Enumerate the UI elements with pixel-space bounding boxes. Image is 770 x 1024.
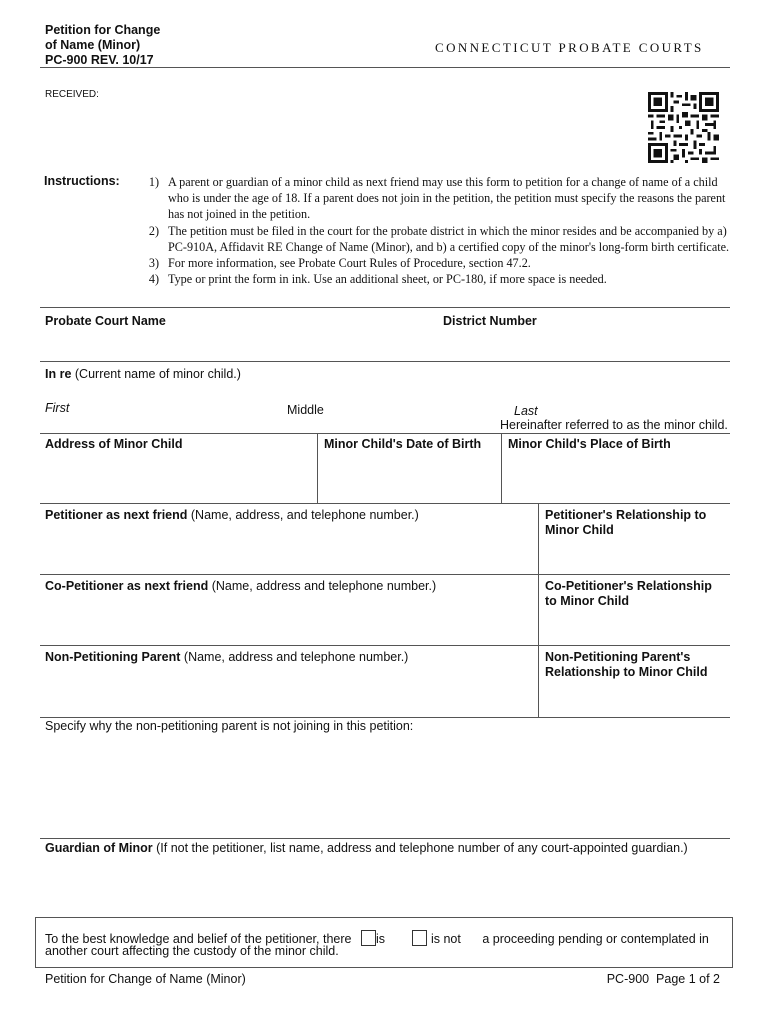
guardian-field[interactable] bbox=[40, 859, 730, 909]
district-number-field[interactable] bbox=[440, 332, 730, 360]
column-divider bbox=[501, 433, 502, 503]
divider bbox=[40, 838, 730, 839]
first-name-label: First bbox=[45, 401, 70, 415]
address-of-minor-field[interactable] bbox=[40, 455, 315, 501]
non-petitioning-relationship-field[interactable] bbox=[540, 682, 730, 716]
divider bbox=[40, 717, 730, 718]
footer-form-title: Petition for Change of Name (Minor) bbox=[45, 972, 246, 986]
received-label: RECEIVED: bbox=[45, 89, 99, 100]
instruction-item: 1) A parent or guardian of a minor child as next friend may use this form to petition for a change of name of a child who is under the age of 18. If a parent does not join in the petition, the petition must specify the reasons the parent has not joined in the petition. bbox=[148, 175, 726, 222]
column-divider bbox=[317, 433, 318, 503]
divider bbox=[40, 307, 730, 308]
divider bbox=[40, 433, 730, 434]
form-title bbox=[45, 23, 160, 68]
minor-dob-label: Minor Child's Date of Birth bbox=[324, 437, 482, 451]
co-petitioner-label: Co-Petitioner as next friend (Name, address and telephone number.) bbox=[45, 579, 437, 593]
middle-name-label: Middle bbox=[287, 403, 324, 417]
minor-dob-field[interactable] bbox=[319, 455, 499, 501]
district-number-label: District Number bbox=[443, 314, 537, 328]
petitioner-relationship-field[interactable] bbox=[540, 540, 730, 572]
form-title-line-1: Petition for Change bbox=[45, 23, 161, 37]
agency-name: CONNECTICUT PROBATE COURTS bbox=[435, 40, 704, 55]
custody-proceeding-line-2: another court affecting the custody of the minor child. bbox=[45, 944, 339, 958]
specify-reason-label: Specify why the non-petitioning parent is not joining in this petition: bbox=[45, 719, 414, 733]
non-petitioning-parent-field[interactable] bbox=[40, 668, 535, 716]
guardian-label: Guardian of Minor (If not the petitioner, list name, address and telephone number of any court-appointed guardian.) bbox=[45, 841, 688, 855]
divider bbox=[40, 361, 730, 362]
hereinafter-note: Hereinafter referred to as the minor child. bbox=[500, 418, 728, 432]
minor-pob-label: Minor Child's Place of Birth bbox=[508, 437, 671, 451]
probate-court-name-field[interactable] bbox=[40, 332, 430, 360]
co-petitioner-relationship-field[interactable] bbox=[540, 611, 730, 643]
instructions-label: Instructions: bbox=[44, 174, 120, 188]
instruction-item: 4) Type or print the form in ink. Use an additional sheet, or PC-180, if more space is needed. bbox=[148, 272, 607, 287]
co-petitioner-field[interactable] bbox=[40, 597, 535, 643]
divider bbox=[40, 574, 730, 575]
instruction-item: 3) For more information, see Probate Court Rules of Procedure, section 47.2. bbox=[148, 256, 531, 271]
form-title-line-2: of Name (Minor) bbox=[45, 38, 141, 52]
qr-code-icon bbox=[648, 92, 719, 163]
address-of-minor-label: Address of Minor Child bbox=[45, 437, 183, 451]
petitioner-label: Petitioner as next friend (Name, address, and telephone number.) bbox=[45, 508, 419, 522]
is-checkbox[interactable] bbox=[361, 930, 376, 946]
divider bbox=[40, 645, 730, 646]
footer-page-number: PC-900 Page 1 of 2 bbox=[606, 972, 720, 986]
instructions-list bbox=[137, 174, 732, 287]
custody-proceeding-line-1: To the best knowledge and belief of the petitioner, there is is not a proceeding pending or contemplated in bbox=[45, 932, 709, 946]
footer-divider bbox=[40, 967, 730, 968]
non-petitioning-relationship-label: Non-Petitioning Parent's Relationship to Minor Child bbox=[545, 650, 708, 679]
petitioner-relationship-label: Petitioner's Relationship to Minor Child bbox=[545, 508, 707, 537]
column-divider bbox=[538, 503, 539, 718]
minor-name-field[interactable] bbox=[40, 385, 730, 401]
specify-reason-field[interactable] bbox=[40, 737, 730, 835]
is-not-checkbox[interactable] bbox=[412, 930, 427, 946]
petitioner-field[interactable] bbox=[40, 526, 535, 572]
instruction-item: 2) The petition must be filed in the court for the probate district in which the minor resides and be accompanied by a) PC-910A, Affidavit RE Change of Name (Minor), and b) a certified copy of the minor's long-form birth certificate. bbox=[148, 223, 730, 254]
divider bbox=[40, 503, 730, 504]
header-divider bbox=[40, 67, 730, 68]
co-petitioner-relationship-label: Co-Petitioner's Relationship to Minor Child bbox=[545, 579, 712, 608]
form-number: PC-900 REV. 10/17 bbox=[45, 53, 154, 67]
probate-court-name-label: Probate Court Name bbox=[45, 314, 166, 328]
non-petitioning-parent-label: Non-Petitioning Parent (Name, address and telephone number.) bbox=[45, 650, 409, 664]
last-name-label: Last bbox=[514, 404, 538, 418]
in-re-label: In re (Current name of minor child.) bbox=[45, 367, 241, 381]
minor-pob-field[interactable] bbox=[503, 455, 730, 501]
